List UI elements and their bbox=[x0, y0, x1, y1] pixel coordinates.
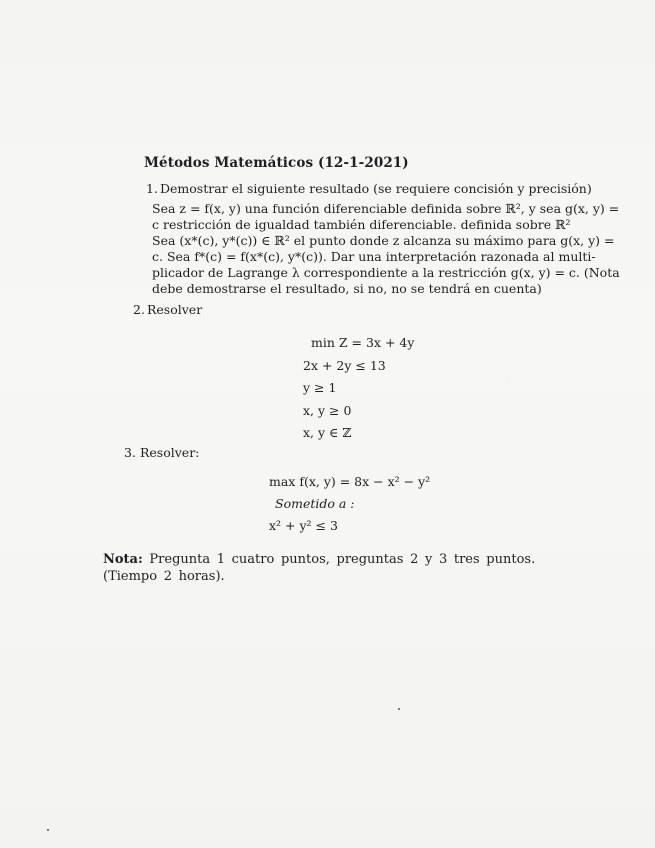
note-text: Pregunta 1 cuatro puntos, preguntas 2 y 3 tres puntos. (Tiempo 2 horas). bbox=[103, 552, 536, 584]
question-heading: Demostrar el siguiente resultado (se requiere concisión y precisión) bbox=[160, 181, 592, 196]
body-line: c. Sea f*(c) = f(x*(c), y*(c)). Dar una interpretación razonada al multi- bbox=[152, 249, 596, 264]
speck-mark bbox=[398, 708, 400, 710]
body-line: c restricción de igualdad también diferenciable. definida sobre ℝ² bbox=[152, 217, 571, 232]
body-line: Sea (x*(c), y*(c)) ∈ ℝ² el punto donde z alcanza su máximo para g(x, y) = bbox=[152, 233, 615, 248]
note-label: Nota: bbox=[103, 552, 143, 567]
constraint-line: x² + y² ≤ 3 bbox=[269, 518, 338, 533]
exam-note bbox=[103, 551, 581, 585]
objective-line: max f(x, y) = 8x − x² − y² bbox=[269, 474, 431, 489]
subject-to-label: Sometido a : bbox=[275, 496, 355, 511]
constraint-line: x, y ≥ 0 bbox=[303, 402, 352, 418]
constraint-line: x, y ∈ ℤ bbox=[303, 425, 352, 440]
body-line: plicador de Lagrange λ correspondiente a la restricción g(x, y) = c. (Nota bbox=[152, 265, 620, 280]
question-heading: Resolver bbox=[147, 302, 203, 317]
optimization-problem bbox=[269, 471, 430, 537]
exam-title: Métodos Matemáticos (12-1-2021) bbox=[144, 155, 409, 171]
body-line: Sea z = f(x, y) una función diferenciable definida sobre ℝ², y sea g(x, y) = bbox=[152, 201, 620, 216]
question-number: 2. bbox=[133, 302, 145, 317]
constraint-line: 2x + 2y ≤ 13 bbox=[303, 357, 386, 373]
objective-line: min Z = 3x + 4y bbox=[311, 335, 415, 350]
constraint-line: y ≥ 1 bbox=[303, 380, 337, 395]
speck-mark bbox=[47, 829, 49, 831]
question-heading: Resolver: bbox=[140, 445, 200, 460]
body-line: debe demostrarse el resultado, si no, no se tendrá en cuenta) bbox=[152, 281, 542, 296]
question-body bbox=[152, 201, 620, 297]
question-number: 1. bbox=[146, 181, 158, 196]
integer-program bbox=[303, 332, 414, 445]
question-number: 3. bbox=[124, 445, 136, 460]
